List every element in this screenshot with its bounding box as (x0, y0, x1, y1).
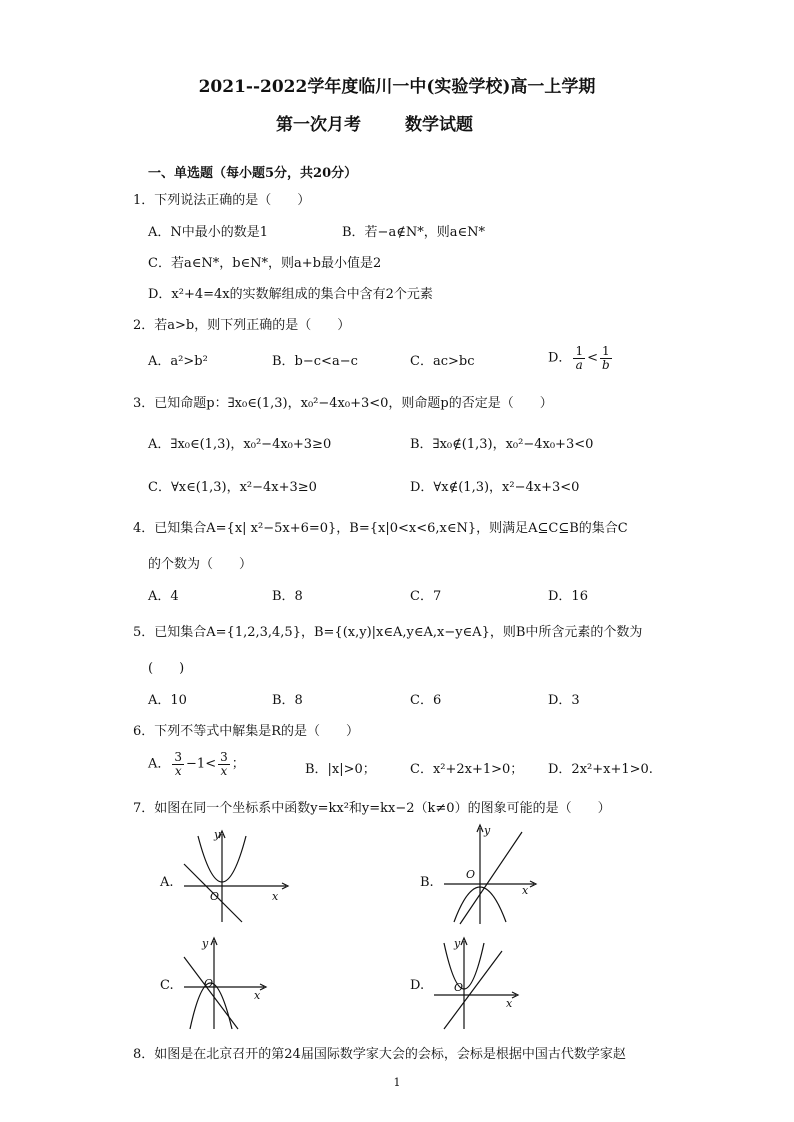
q7-b-y-label: y (484, 824, 491, 837)
q5-option-d: D．3 (548, 693, 580, 708)
q2-stem: 2．若a>b，则下列正确的是（ ） (133, 318, 351, 333)
q7-label-c: C. (160, 978, 174, 993)
q6-a-mid: −1< (186, 756, 217, 772)
q4-option-c: C．7 (410, 589, 442, 604)
q5-option-a: A．10 (148, 693, 187, 708)
q1-option-a: A．N中最小的数是1 (148, 225, 269, 240)
exam-title-line2-b: 数学试题 (405, 115, 473, 135)
q6-option-a (148, 751, 245, 777)
q7-d-y-label: y (454, 937, 461, 950)
q4-option-d: D．16 (548, 589, 588, 604)
q7-graph-a (180, 828, 292, 924)
q7-a-y-label: y (214, 828, 221, 841)
q1-option-b: B．若−a∉N*，则a∈N* (342, 225, 485, 240)
q2-d-num1: 1 (575, 344, 584, 358)
q6-a-suffix: ； (231, 756, 245, 772)
q4-stem-line2: 的个数为（ ） (148, 557, 253, 572)
q1-stem: 1．下列说法正确的是（ ） (133, 193, 311, 208)
q2-d-num2: 1 (602, 344, 610, 358)
q8-stem: 8．如图是在北京召开的第24届国际数学家大会的会标，会标是根据中国古代数学家赵 (133, 1047, 626, 1062)
q7-b-origin: O (466, 868, 476, 881)
q7-stem: 7．如图在同一个坐标系中函数y=kx²和y=kx−2（k≠0）的图象可能的是（ ） (133, 801, 611, 816)
q7-graph-b (440, 822, 552, 926)
q2-d-frac2 (600, 345, 612, 371)
q2-d-op: < (587, 350, 598, 366)
q2-option-a: A．a²>b² (148, 354, 208, 369)
q7-label-d: D. (410, 978, 425, 993)
q2-option-c: C．ac>bc (410, 354, 475, 369)
q3-option-c: C．∀x∈(1,3)，x²−4x+3≥0 (148, 480, 317, 495)
q2-d-den1: a (575, 357, 583, 372)
q6-a-num2: 3 (220, 750, 228, 764)
q7-label-b: B. (420, 875, 434, 890)
q7-a-origin: O (210, 890, 220, 903)
q6-option-b: B．|x|>0； (305, 762, 376, 777)
q1-option-c: C．若a∈N*，b∈N*，则a+b最小值是2 (148, 256, 382, 271)
q7-b-x-label: x (522, 884, 529, 897)
q5-option-b: B．8 (272, 693, 303, 708)
q4-option-a: A．4 (148, 589, 179, 604)
q7-a-x-label: x (272, 890, 279, 903)
q4-option-b: B．8 (272, 589, 303, 604)
q7-d-origin: O (454, 981, 464, 994)
q7-c-y-label: y (202, 937, 209, 950)
q6-a-frac1 (172, 751, 184, 777)
q3-option-d: D．∀x∉(1,3)，x²−4x+3<0 (410, 480, 580, 495)
q7-label-a: A. (160, 875, 174, 890)
q2-d-prefix: D． (548, 350, 572, 366)
exam-title-line2-a: 第一次月考 (276, 115, 361, 135)
q7-graph-d (430, 935, 526, 1031)
q2-d-den2: b (601, 357, 610, 372)
q7-d-x-label: x (506, 997, 513, 1010)
q2-d-frac1 (573, 345, 585, 371)
q6-a-frac2 (218, 751, 230, 777)
q7-graph-c (180, 935, 276, 1031)
exam-title-line1: 2021--2022学年度临川一中(实验学校)高一上学期 (198, 77, 596, 97)
q6-option-c: C．x²+2x+1>0； (410, 762, 524, 777)
q6-stem: 6．下列不等式中解集是R的是（ ） (133, 724, 360, 739)
q6-a-num1: 3 (174, 750, 183, 764)
q6-a-den1: x (174, 763, 182, 778)
q6-a-den2: x (220, 763, 228, 778)
q7-c-origin: O (204, 977, 214, 990)
q1-option-d: D．x²+4=4x的实数解组成的集合中含有2个元素 (148, 287, 433, 302)
q2-option-b: B．b−c<a−c (272, 354, 358, 369)
section-heading: 一、单选题（每小题5分，共20分） (148, 166, 358, 181)
q2-option-d (548, 345, 614, 371)
q6-a-prefix: A． (148, 756, 171, 772)
page-number: 1 (393, 1076, 401, 1089)
q7-c-x-label: x (254, 989, 261, 1002)
q3-option-b: B．∃x₀∉(1,3)，x₀²−4x₀+3<0 (410, 437, 594, 452)
q3-option-a: A．∃x₀∈(1,3)，x₀²−4x₀+3≥0 (148, 437, 332, 452)
q5-stem-line2: ( ) (148, 661, 185, 676)
q5-option-c: C．6 (410, 693, 442, 708)
q6-option-d: D．2x²+x+1>0. (548, 762, 653, 777)
q5-stem-line1: 5．已知集合A={1,2,3,4,5}，B={(x,y)|x∈A,y∈A,x−y∈A}，则B中所含元素的个数为 (133, 625, 643, 640)
q4-stem-line1: 4．已知集合A={x| x²−5x+6=0}，B={x|0<x<6,x∈N}，则满足A⊆C⊆B的集合C (133, 521, 628, 536)
q3-stem: 3．已知命题p：∃x₀∈(1,3)，x₀²−4x₀+3<0，则命题p的否定是（ ） (133, 396, 553, 411)
